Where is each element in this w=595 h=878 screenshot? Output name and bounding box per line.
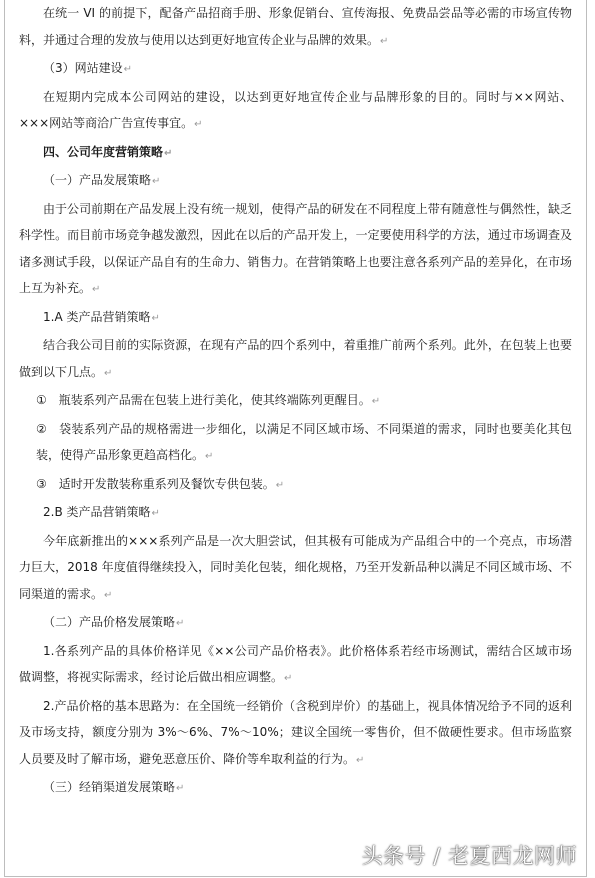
- paragraph: [5, 196, 586, 304]
- paragraph-text: （一）产品发展策略: [43, 173, 152, 187]
- paragraph-text: 2.B 类产品营销策略: [43, 505, 151, 519]
- paragraph-text: ① 瓶装系列产品需在包装上进行美化，使其终端陈列更醒目。: [36, 393, 371, 407]
- paragraph-mark-icon: ↵: [194, 119, 203, 130]
- paragraph-text: （3）网站建设: [43, 61, 123, 75]
- paragraph: [5, 167, 586, 196]
- paragraph-text: 1.各系列产品的具体价格详见《××公司产品价格表》。此价格体系若经市场测试，需结合区域市场做调整，将视实际需求，经讨论后做出相应调整。: [19, 643, 572, 684]
- paragraph-mark-icon: ↵: [92, 284, 101, 295]
- paragraph-text: ② 袋装系列产品的规格需进一步细化，以满足不同区域市场、不同渠道的需求，同时也要美化其包装，使得产品形象更趋高档化。: [36, 421, 572, 462]
- paragraph-text: （三）经销渠道发展策略: [43, 780, 176, 794]
- paragraph-text: 四、公司年度营销策略: [43, 144, 164, 159]
- paragraph-text: 结合我公司目前的实际资源，在现有产品的四个系列中，着重推广前两个系列。此外，在包装上也要做到以下几点。: [19, 338, 572, 379]
- paragraph-mark-icon: ↵: [275, 479, 285, 491]
- paragraph-text: ③ 适时开发散装称重系列及餐饮专供包装。: [36, 476, 275, 491]
- paragraph: [5, 387, 586, 416]
- paragraph: [5, 638, 586, 693]
- paragraph: [5, 0, 586, 55]
- paragraph-mark-icon: ↵: [371, 396, 381, 407]
- paragraph-mark-icon: ↵: [104, 367, 113, 379]
- paragraph-mark-icon: ↵: [176, 783, 185, 794]
- paragraph-mark-icon: ↵: [176, 618, 185, 629]
- paragraph-text: 1.A 类产品营销策略: [43, 309, 151, 324]
- paragraph-text: 今年底新推出的×××系列产品是一次大胆尝试，但其极有可能成为产品组合中的一个亮点，市场潜力巨大，2018 年度值得继续投入，同时美化包装，细化规格，乃至开发新品种以满足不同区域市场、不同渠道的需求。: [19, 533, 572, 601]
- paragraph-text: 在短期内完成本公司网站的建设，以达到更好地宣传企业与品牌形象的目的。同时与××网站、×××网站等商洽广告宣传事宜。: [19, 89, 572, 130]
- paragraph-mark-icon: ↵: [151, 508, 160, 519]
- document-page: [4, 0, 587, 877]
- paragraph: [5, 332, 586, 387]
- paragraph: [5, 774, 586, 803]
- paragraph-mark-icon: ↵: [205, 451, 214, 462]
- paragraph-mark-icon: ↵: [164, 147, 173, 159]
- paragraph: [5, 693, 586, 775]
- paragraph: [5, 499, 586, 528]
- paragraph-mark-icon: ↵: [152, 176, 161, 187]
- paragraph: [5, 84, 586, 139]
- paragraph: [5, 471, 586, 500]
- paragraph: [5, 609, 586, 638]
- paragraph-mark-icon: ↵: [284, 673, 293, 684]
- paragraph-mark-icon: ↵: [123, 64, 133, 75]
- watermark: 头条号 / 老夏西龙网师: [361, 844, 577, 868]
- paragraph-mark-icon: ↵: [356, 754, 365, 766]
- paragraph: [5, 139, 586, 168]
- paragraph-mark-icon: ↵: [151, 312, 160, 324]
- paragraph-mark-icon: ↵: [380, 35, 389, 47]
- paragraph-text: 在统一 VI 的前提下，配备产品招商手册、形象促销台、宣传海报、免费品尝品等必需的市场宣传物料，并通过合理的发放与使用以达到更好地宣传企业与品牌的效果。: [19, 6, 572, 47]
- document-body: [5, 0, 586, 803]
- paragraph: [5, 304, 586, 333]
- paragraph-text: 由于公司前期在产品发展上没有统一规划，使得产品的研发在不同程度上带有随意性与偶然性，缺乏科学性。而目前市场竞争越发激烈，因此在以后的产品开发上，一定要使用科学的方法，通过市场调查及诸多测试手段，以保证产品自有的生命力、销售力。在营销策略上也要注意各系列产品的差异化，在市场上互为补充。: [19, 201, 572, 295]
- paragraph-text: 2.产品价格的基本思路为：在全国统一经销价（含税到岸价）的基础上，视具体情况给予不同的返利及市场支持，额度分别为 3%～6%、7%～10%；建议全国统一零售价，但不做硬性要求。但市场监察人员要及时了解市场，避免恶意压价、降价等牟取利益的行为。: [19, 698, 572, 766]
- paragraph: [5, 416, 586, 471]
- paragraph: [5, 528, 586, 610]
- paragraph-mark-icon: ↵: [104, 589, 113, 601]
- paragraph-text: （二）产品价格发展策略: [43, 615, 176, 629]
- paragraph: [5, 55, 586, 84]
